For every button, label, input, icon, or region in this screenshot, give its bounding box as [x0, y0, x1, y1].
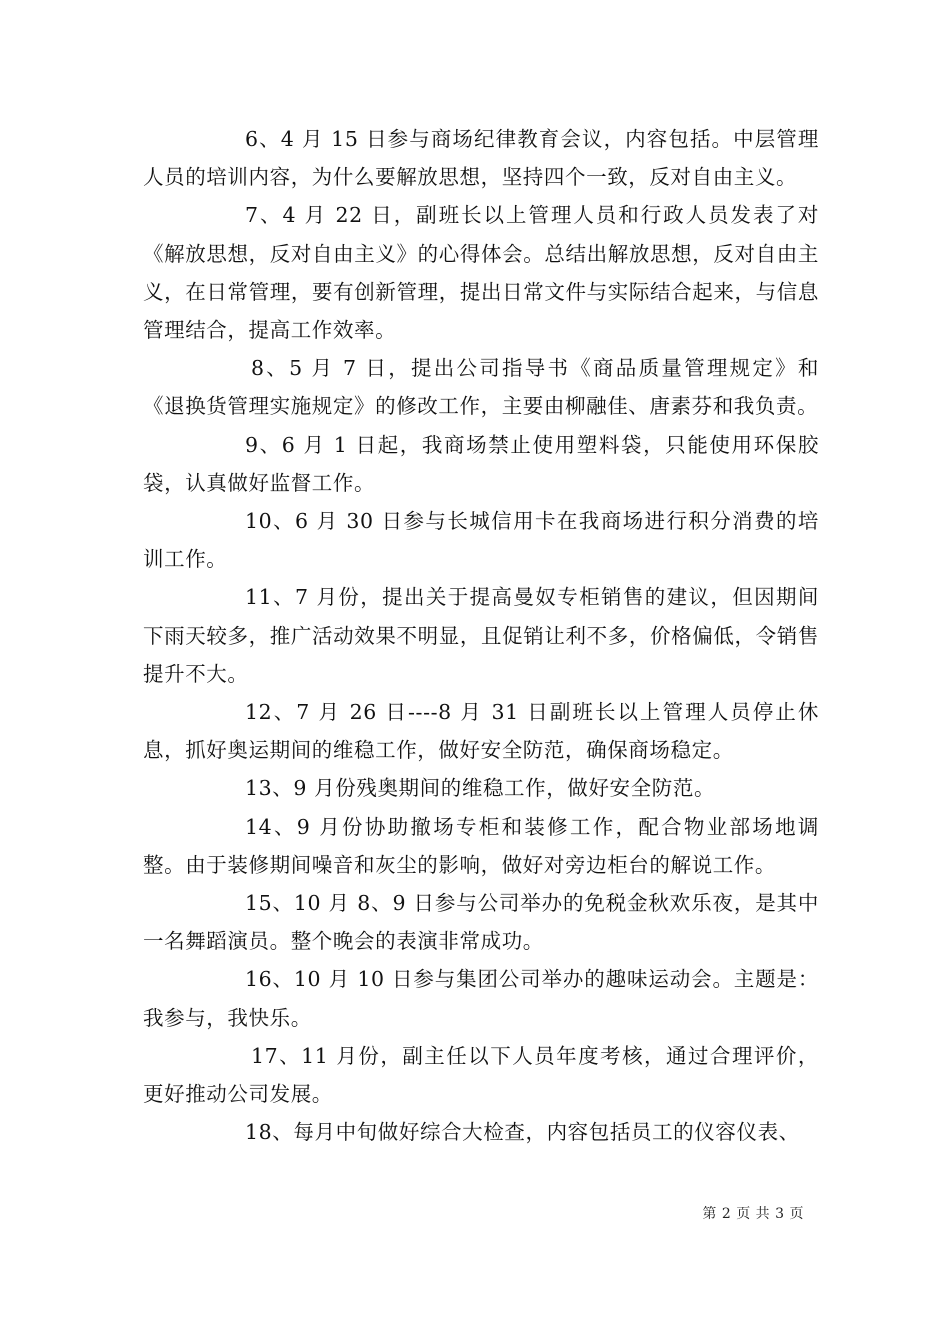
paragraph-item-13: 13、9 月份残奥期间的维稳工作，做好安全防范。 [245, 776, 716, 801]
paragraph-item-14: 14、9 月份协助撤场专柜和装修工作，配合物业部场地调整。由于装修期间噪音和灰尘的影响，做好对旁边柜台的解说工作。 [143, 814, 819, 877]
page-number-footer: 第 2 页 共 3 页 [702, 1206, 804, 1222]
paragraph-item-11: 11、7 月份，提出关于提高曼奴专柜销售的建议，但因期间下雨天较多，推广活动效果不明显，且促销让利不多，价格偏低，令销售提升不大。 [143, 585, 819, 686]
paragraph-item-16: 16、10 月 10 日参与集团公司举办的趣味运动会。主题是：我参与，我快乐。 [143, 967, 819, 1030]
paragraph-item-10: 10、6 月 30 日参与长城信用卡在我商场进行积分消费的培训工作。 [143, 509, 819, 572]
paragraph-item-18: 18、每月中旬做好综合大检查，内容包括员工的仪容仪表、 [245, 1120, 800, 1145]
paragraph-item-12: 12、7 月 26 日----8 月 31 日副班长以上管理人员停止休息，抓好奥运期间的维稳工作，做好安全防范，确保商场稳定。 [143, 700, 819, 763]
paragraph-item-7: 7、4 月 22 日，副班长以上管理人员和行政人员发表了对《解放思想，反对自由主义》的心得体会。总结出解放思想，反对自由主义，在日常管理，要有创新管理，提出日常文件与实际结合起来，与信息管理结合，提高工作效率。 [143, 203, 819, 343]
paragraph-item-8: 8、5 月 7 日，提出公司指导书《商品质量管理规定》和《退换货管理实施规定》的修改工作，主要由柳融佳、唐素芬和我负责。 [143, 356, 819, 419]
document-body [143, 120, 819, 1151]
paragraph-item-6: 6、4 月 15 日参与商场纪律教育会议，内容包括。中层管理人员的培训内容，为什么要解放思想，坚持四个一致，反对自由主义。 [143, 127, 819, 190]
paragraph-item-9: 9、6 月 1 日起，我商场禁止使用塑料袋，只能使用环保胶袋，认真做好监督工作。 [143, 432, 819, 495]
paragraph-item-15: 15、10 月 8、9 日参与公司举办的免税金秋欢乐夜，是其中一名舞蹈演员。整个晚会的表演非常成功。 [143, 891, 819, 954]
paragraph-item-17: 17、11 月份，副主任以下人员年度考核，通过合理评价，更好推动公司发展。 [143, 1043, 819, 1107]
